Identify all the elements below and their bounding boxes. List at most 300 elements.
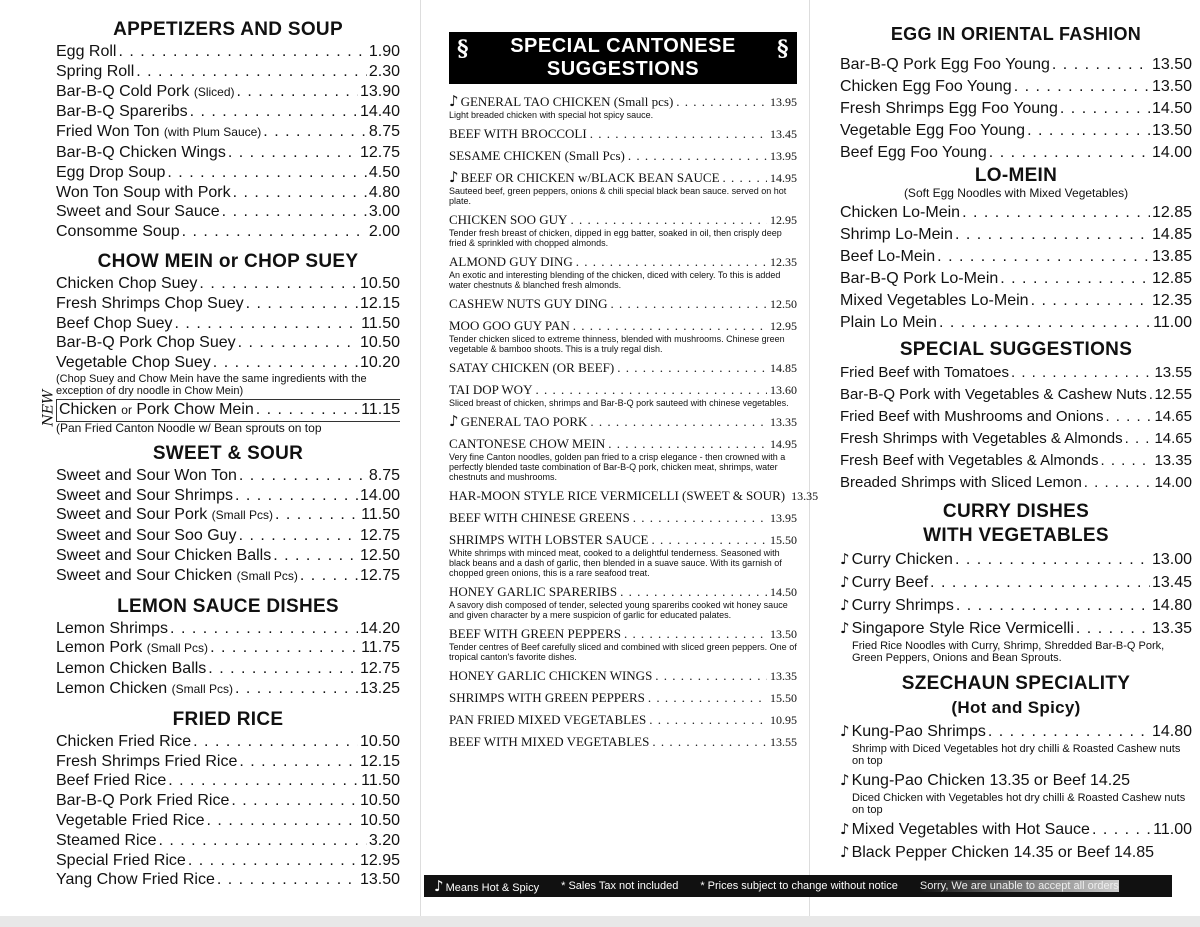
menu-item [840,571,1192,594]
item-price: 10.50 [359,811,400,829]
friedrice-list [56,732,400,890]
menu-item [56,526,400,546]
item-price: 10.20 [359,354,400,372]
item-price: 14.95 [770,437,797,451]
item-price: 13.95 [770,511,797,525]
dot-leader [590,414,767,429]
item-size-note: (Small Pcs) [211,508,273,523]
item-name [56,42,116,62]
dot-leader [962,202,1150,224]
dot-leader [199,274,358,294]
dot-leader [207,811,358,831]
item-price: 11.50 [361,506,400,524]
menu-item [449,668,797,684]
dot-leader [239,526,358,546]
item-name: PAN FRIED MIXED VEGETABLES [449,712,647,727]
menu-item [449,360,797,376]
dot-leader [118,42,366,62]
dot-leader [989,142,1150,164]
item-name-text: Fresh Shrimps Fried Rice [56,752,238,770]
chowmein-note: (Chop Suey and Chow Mein have the same ingredients with the exception of dry noodle in Chow Mein) [56,372,367,397]
item-price: 12.75 [359,566,400,584]
item-name [56,566,298,587]
dot-leader [175,314,360,334]
item-name: Bar-B-Q Pork with Vegetables & Cashew Nuts [840,386,1147,403]
item-name: CASHEW NUTS GUY DING [449,296,608,311]
menu-item [449,532,797,548]
menu-item [449,626,797,642]
item-description: Tender centres of Beef carefully sliced and combined with sliced green peppers. One of tropical canton's favorite dishes. [449,642,797,662]
dot-leader [231,791,358,811]
item-price: 14.00 [1154,474,1192,491]
item-price: 12.75 [359,527,400,545]
item-description: Very fine Canton noodles, golden pan fried to a crisp elegance - then crowned with a perfectly blended taste combination of Bar-B-Q pork, chicken meat, shrimps, water chestnuts and mushrooms. [449,452,786,482]
item-name-text: Vegetable Fried Rice [56,811,205,829]
item-name: MOO GOO GUY PAN [449,318,570,333]
menu-item [56,831,400,851]
item-price: 12.75 [359,660,400,678]
item-price: 14.80 [1151,597,1192,614]
item-name: BEEF WITH GREEN PEPPERS [449,626,622,641]
dot-leader [648,690,767,705]
item-name-text: Lemon Chicken Balls [56,660,207,678]
item-price: 13.95 [770,149,797,163]
menu-item [840,98,1192,120]
menu-item [56,333,400,353]
dot-leader [159,831,367,851]
item-price: 3.20 [368,831,400,849]
item-name-text: Steamed Rice [56,831,157,849]
item-price: 11.00 [1153,821,1192,838]
item-price: 13.95 [770,95,797,109]
item-price: 10.50 [359,792,400,810]
szechuan-title-line1: SZECHAUN SPECIALITY [901,673,1131,694]
item-size-note: (Small Pcs) [146,641,209,656]
item-size-note: (Small Pcs) [236,568,298,583]
dot-leader [233,183,367,203]
menu-item [56,122,400,143]
dot-leader [651,532,767,547]
dot-leader [190,102,358,122]
dot-leader [208,659,358,679]
item-name: HAR-MOON STYLE RICE VERMICELLI (SWEET & SOUR) [449,488,786,503]
item-size-note: (Small Pcs) [171,681,233,696]
item-name: Fresh Shrimps with Vegetables & Almonds [840,430,1123,447]
item-price: 13.25 [359,679,400,697]
dot-leader [939,312,1151,334]
item-price: 3.00 [368,203,400,221]
dot-leader [182,222,367,242]
item-name [56,486,233,506]
menu-item [56,222,400,242]
item-name: Mixed Vegetables Lo-Mein [840,292,1029,309]
menu-item [56,202,400,222]
item-price: 11.15 [361,400,400,418]
dot-leader [1052,54,1150,76]
item-name [56,466,237,486]
menu-item [840,769,1192,792]
menu-item [840,384,1192,406]
curry-title-line1: CURRY DISHES [942,501,1090,522]
eggfoo-list [840,54,1192,164]
dot-leader [611,296,767,311]
item-price: 10.50 [359,732,400,750]
menu-item [56,505,400,526]
dot-leader [676,94,767,109]
menu-item [56,466,400,486]
dot-leader [300,566,358,586]
menu-item [449,170,797,186]
banner-title-line2: SUGGESTIONS [546,58,700,80]
item-price: 10.50 [359,274,400,292]
item-name-text: Chicken Chop Suey [56,274,198,292]
dragon-ornament-icon: § [457,36,470,62]
dot-leader [1060,98,1150,120]
dot-leader [570,212,767,227]
menu-item [56,771,400,791]
hot-spicy-icon: ♪ [840,619,850,637]
item-price: 13.35 [791,489,819,503]
item-description: Tender fresh breast of chicken, dipped in egg batter, soaked in oil, then crisply deep fried & sprinkled with chopped almonds. [449,228,782,248]
item-name: Chicken or Pork Chow Mein [59,400,254,418]
lemon-list [56,619,400,700]
item-description: Light breaded chicken with special hot spicy sauce. [449,110,654,120]
middle-column [420,0,819,927]
menu-item [56,62,400,82]
item-name [56,294,244,314]
dot-leader [1031,290,1150,312]
menu-item [840,76,1192,98]
item-name: SATAY CHICKEN (OR BEEF) [449,360,615,375]
hot-spicy-icon: ♪ [840,573,850,591]
item-price: 15.50 [770,533,797,547]
item-name: Singapore Style Rice Vermicelli [851,620,1074,637]
menu-item [840,818,1192,841]
item-name: GENERAL TAO CHICKEN (Small pcs) [460,94,674,109]
lemon-title: LEMON SAUCE DISHES [117,595,339,617]
item-price: 13.35 [770,669,797,683]
item-name [56,353,211,373]
item-name: Bar-B-Q Pork Egg Foo Young [840,56,1050,73]
item-price: 12.75 [359,143,400,161]
dot-leader [1000,268,1150,290]
dot-leader [237,82,358,102]
item-price: 14.40 [359,103,400,121]
item-name [56,222,180,242]
menu-item [56,294,400,314]
item-description: An exotic and interesting blending of the chicken, diced with celery. To this is added water chestnuts & blanched fresh almonds. [449,270,781,290]
dot-leader [633,510,767,525]
item-name-text: Won Ton Soup with Pork [56,183,231,201]
dot-leader [617,360,767,375]
menu-item [449,318,797,334]
item-price: 13.45 [770,127,797,141]
dot-leader [170,619,358,639]
dot-leader [620,584,767,599]
dot-leader [628,148,767,163]
eggfoo-title: EGG IN ORIENTAL FASHION [890,24,1142,44]
chowmein-list [56,274,400,373]
dot-leader [167,163,366,183]
item-name-text: Bar-B-Q Chicken Wings [56,143,226,161]
dot-leader [1100,450,1152,472]
item-name [56,752,237,772]
item-name: Fresh Shrimps Egg Foo Young [840,100,1058,117]
dot-leader [723,170,767,185]
item-name-text: Bar-B-Q Spareribs [56,103,188,121]
hot-spicy-icon: ♪ [840,771,850,789]
friedrice-title: FRIED RICE [172,708,284,730]
item-price: 13.55 [1154,364,1192,381]
dot-leader [624,626,767,641]
item-price: 13.50 [1151,78,1192,95]
item-price: 12.95 [770,319,797,333]
item-name-text: Fresh Shrimps Chop Suey [56,294,244,312]
item-name: Mixed Vegetables with Hot Sauce [851,821,1090,838]
right-column [810,0,1200,927]
item-price: 12.35 [1151,292,1192,309]
item-name [56,851,186,871]
special-list [840,362,1192,494]
dot-leader [136,62,367,82]
menu-item [56,566,400,587]
item-name-text: Beef Chop Suey [56,314,173,332]
dot-leader [168,771,359,791]
szechuan-list [840,720,1192,864]
menu-item [56,870,400,890]
item-name: Kung-Pao Chicken 13.35 or Beef 14.25 [851,772,1130,789]
menu-item [449,148,797,164]
menu-item [56,619,400,639]
dot-leader [246,294,358,314]
dot-leader [235,679,358,699]
item-name: BEEF WITH MIXED VEGETABLES [449,734,650,749]
item-size-note: (Sliced) [193,84,235,99]
item-name [56,143,226,163]
item-name: SHRIMPS WITH GREEN PEPPERS [449,690,645,705]
dot-leader [1125,428,1153,450]
item-price: 13.35 [1154,452,1192,469]
tax-note: * Sales Tax not included [561,880,679,892]
item-price: 11.00 [1153,314,1192,331]
hot-spicy-icon: ♪ [840,596,850,614]
new-label: NEW [40,389,57,427]
item-description: A savory dish composed of tender, selected young spareribs cooked wit honey sauce and given character by a mere suspicion of garlic for educated palates. [449,600,788,620]
item-name: SHRIMPS WITH LOBSTER SAUCE [449,532,649,547]
menu-item [840,224,1192,246]
item-name [56,679,233,700]
item-name-text: Fried Won Ton [56,123,160,141]
curry-list [840,548,1192,664]
item-price: 12.35 [770,255,797,269]
menu-item [449,734,797,750]
page-edge [0,916,1200,927]
item-size-note: (with Plum Sauce) [163,125,262,140]
dot-leader [193,732,358,752]
menu-item [449,94,797,110]
item-name: CANTONESE CHOW MEIN [449,436,606,451]
menu-item [56,314,400,334]
item-name [56,771,166,791]
item-name-text: Sweet and Sour Sauce [56,203,220,221]
dot-leader [1092,819,1151,841]
item-description: Sliced breast of chicken, shrimps and Bar-B-Q pork sauteed with chinese vegetables. [449,398,789,408]
item-price: 12.95 [770,213,797,227]
menu-item [840,142,1192,164]
item-price: 13.55 [770,735,797,749]
item-name: Curry Beef [851,574,929,591]
item-name-text: Consomme Soup [56,223,180,241]
dot-leader [535,382,767,397]
dot-leader [238,333,358,353]
item-price: 13.35 [1151,620,1192,637]
lomein-subtitle: (Soft Egg Noodles with Mixed Vegetables) [903,186,1129,200]
menu-item [56,143,400,163]
menu-item [840,120,1192,142]
item-name-text: Sweet and Sour Chicken Balls [56,546,272,564]
item-price: 13.90 [359,82,400,100]
menu-item [840,246,1192,268]
menu-item [56,546,400,566]
dot-leader [1105,406,1152,428]
item-price: 13.50 [359,871,400,889]
dot-leader [275,505,359,525]
item-price: 14.80 [1151,723,1192,740]
item-description: Fried Rice Noodles with Curry, Shrimp, Shredded Bar-B-Q Pork, Green Peppers, Onions and Bean Sprouts. [852,640,1165,664]
item-name-text: Bar-B-Q Pork Chop Suey [56,334,236,352]
item-name [56,505,273,526]
item-price: 14.50 [1151,100,1192,117]
dot-leader [988,721,1150,743]
item-name [56,526,237,546]
menu-item-chow-mein-special [56,399,400,422]
menu-item [449,212,797,228]
item-price: 14.50 [770,585,797,599]
menu-item [56,851,400,871]
item-name [56,811,205,831]
banner-title-line1: SPECIAL CANTONESE [510,35,736,57]
dot-leader [1084,472,1153,494]
item-name: Fresh Beef with Vegetables & Almonds [840,452,1099,469]
item-name: Kung-Pao Shrimps [851,723,986,740]
dot-leader [1014,76,1150,98]
menu-item [56,791,400,811]
dot-leader [210,638,359,658]
menu-item [840,720,1192,743]
dot-leader [930,572,1150,594]
item-name: HONEY GARLIC SPARERIBS [449,584,618,599]
dot-leader [213,353,358,373]
item-price: 1.90 [368,43,400,60]
item-name-text: Beef Fried Rice [56,772,167,790]
item-price: 14.85 [770,361,797,375]
dot-leader [649,712,767,727]
item-name [56,183,231,203]
item-name [56,638,208,659]
item-name [56,62,134,82]
item-name: Chicken Lo-Mein [840,204,961,221]
item-price: 12.50 [770,297,797,311]
chowmein-special-note: (Pan Fried Canton Noodle w/ Bean sprouts on top [56,420,322,435]
menu-item [840,428,1192,450]
prices-note: * Prices subject to change without notice [700,880,898,892]
menu-item [840,472,1192,494]
item-name: BEEF WITH BROCCOLI [449,126,587,141]
item-price: 12.85 [1151,270,1192,287]
menu-item [56,353,400,373]
menu-item [840,617,1192,640]
item-name: ALMOND GUY DING [449,254,573,269]
item-description: Sauteed beef, green peppers, onions & chili special black bean sauce. served on hot plate. [449,186,787,206]
item-name [56,82,235,103]
item-price: 14.20 [359,619,400,637]
item-name: HONEY GARLIC CHICKEN WINGS [449,668,653,683]
menu-item [449,436,797,452]
lomein-list [840,202,1192,334]
item-price: 10.95 [770,713,797,727]
item-name: Beef Egg Foo Young [840,144,987,161]
dot-leader [655,668,767,683]
dot-leader [228,143,358,163]
item-name [56,732,191,752]
menu-item [56,679,400,700]
hot-spicy-icon: ♪ [434,877,444,895]
item-price: 14.95 [770,171,797,185]
menu-item [840,268,1192,290]
chowmein-title: CHOW MEIN or CHOP SUEY [97,250,359,272]
menu-item [56,659,400,679]
dot-leader [576,254,767,269]
item-name [56,546,271,566]
menu-item [840,594,1192,617]
item-price: 12.95 [359,851,400,869]
dot-leader [590,126,767,141]
item-name: Breaded Shrimps with Sliced Lemon [840,474,1082,491]
menu-item [56,42,400,62]
item-name-text: Bar-B-Q Pork Fried Rice [56,792,230,810]
menu-item [56,183,400,203]
item-price: 11.75 [361,639,400,657]
menu-item [449,488,819,504]
menu-item [840,362,1192,384]
dot-leader [573,318,767,333]
item-price: 13.50 [1151,122,1192,139]
item-price: 13.35 [770,415,797,429]
dot-leader [222,202,367,222]
dot-leader [273,546,358,566]
item-name: Curry Chicken [851,551,953,568]
item-name-text: Chicken Fried Rice [56,732,192,750]
item-name-text: Sweet and Sour Won Ton [56,466,237,484]
item-name: Black Pepper Chicken 14.35 or Beef 14.85 [851,844,1154,861]
menu-item [449,690,797,706]
item-name-text: Special Fried Rice [56,851,186,869]
dot-leader [263,122,367,142]
item-name: BEEF OR CHICKEN w/BLACK BEAN SAUCE [460,170,720,185]
menu-item [56,82,400,103]
item-name: Vegetable Egg Foo Young [840,122,1026,139]
menu-item [449,254,797,270]
menu-item [840,548,1192,571]
dot-leader [235,486,358,506]
dot-leader [652,734,767,749]
menu-item [840,312,1192,334]
dot-leader [955,549,1150,571]
hot-spicy-icon: ♪ [449,168,459,186]
item-description: Diced Chicken with Vegetables hot dry chilli & Roasted Cashew nuts on top [852,792,1186,816]
dot-leader [1149,384,1153,406]
sweetsour-list [56,466,400,587]
